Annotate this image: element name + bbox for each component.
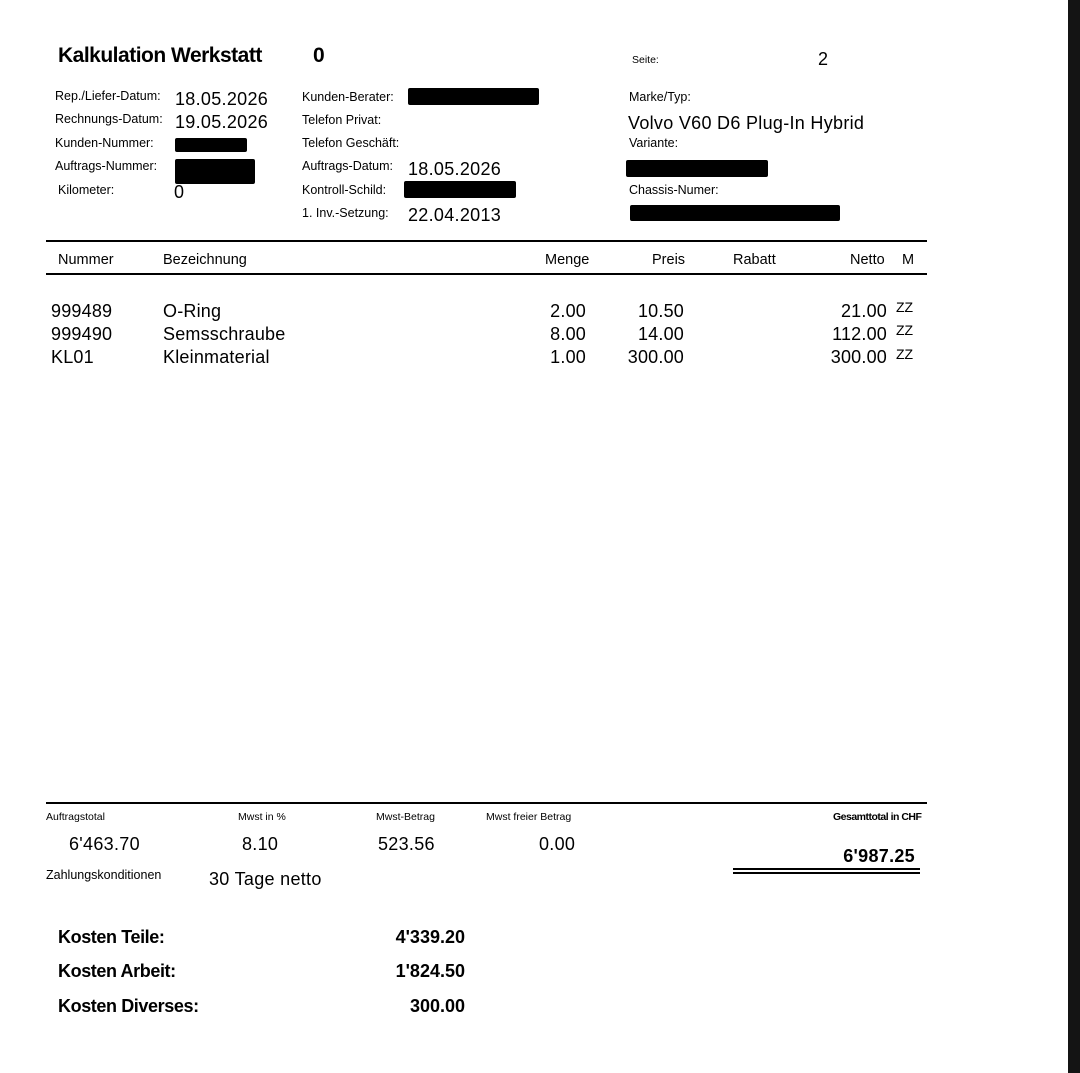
kosten-arbeit-label: Kosten Arbeit: [58, 961, 176, 981]
kosten-diverses-label: Kosten Diverses: [58, 996, 199, 1016]
redaction-auftrags-nummer [175, 159, 255, 184]
kosten-teile-value: 4'339.20 [395, 927, 465, 947]
kosten-teile-label: Kosten Teile: [58, 927, 165, 947]
kilometer-label: Kilometer: [58, 183, 115, 197]
rechnungs-datum-label: Rechnungs-Datum: [55, 112, 163, 126]
redaction-kunden-nummer [175, 138, 247, 152]
page-value: 2 [818, 49, 829, 69]
auftrags-datum-label: Auftrags-Datum: [302, 159, 394, 173]
marke-typ-label: Marke/Typ: [629, 90, 691, 104]
rep-liefer-datum-label: Rep./Liefer-Datum: [55, 89, 161, 103]
mwst-pct-label: Mwst in % [238, 811, 286, 823]
mwst-frei-value: 0.00 [539, 834, 576, 854]
cell-nummer: 999489 [51, 301, 113, 321]
auftrags-datum-value: 18.05.2026 [408, 159, 502, 179]
table-top-rule [46, 240, 927, 242]
redaction-variante [626, 160, 768, 177]
cell-bezeichnung: O-Ring [163, 301, 222, 321]
auftragstotal-value: 6'463.70 [69, 834, 140, 854]
chassis-label: Chassis-Numer: [629, 183, 719, 197]
page-label: Seite: [632, 54, 659, 66]
col-m: M [902, 252, 915, 268]
zahlungskonditionen-label: Zahlungskonditionen [46, 868, 162, 882]
mwst-frei-label: Mwst freier Betrag [486, 811, 572, 823]
document-number: 0 [313, 44, 325, 67]
gesamttotal-underline-2 [733, 872, 920, 874]
rep-liefer-datum-value: 18.05.2026 [175, 89, 269, 109]
zahlungskonditionen-value: 30 Tage netto [209, 869, 322, 889]
mwst-pct-value: 8.10 [242, 834, 279, 854]
kosten-arbeit-value: 1'824.50 [395, 961, 465, 981]
marke-typ-value: Volvo V60 D6 Plug-In Hybrid [628, 113, 865, 133]
variante-label: Variante: [629, 136, 679, 150]
col-nummer: Nummer [58, 252, 114, 268]
totals-top-rule [46, 802, 927, 804]
redaction-chassis [630, 205, 840, 221]
gesamttotal-value: 6'987.25 [843, 846, 915, 866]
document-title: Kalkulation Werkstatt [58, 44, 262, 67]
cell-netto: 21.00 [840, 301, 887, 321]
kunden-berater-label: Kunden-Berater: [302, 90, 394, 104]
cell-m: ZZ [896, 346, 914, 362]
mwst-betrag-value: 523.56 [378, 834, 435, 854]
gesamttotal-label: Gesamttotal in CHF [833, 811, 922, 823]
cell-nummer: 999490 [51, 324, 113, 344]
cell-menge: 8.00 [550, 324, 586, 344]
kilometer-value: 0 [174, 182, 185, 202]
cell-m: ZZ [896, 299, 914, 315]
inv-setzung-label: 1. Inv.-Setzung: [302, 206, 389, 220]
cell-nummer: KL01 [51, 347, 94, 367]
cell-menge: 2.00 [550, 301, 586, 321]
cell-bezeichnung: Semsschraube [163, 324, 286, 344]
kosten-diverses-value: 300.00 [409, 996, 465, 1016]
cell-netto: 300.00 [830, 347, 887, 367]
telefon-privat-label: Telefon Privat: [302, 113, 382, 127]
col-bezeichnung: Bezeichnung [163, 252, 247, 268]
kunden-nummer-label: Kunden-Nummer: [55, 136, 154, 150]
redaction-kunden-berater [408, 88, 539, 105]
col-netto: Netto [850, 252, 885, 268]
scrollbar[interactable] [1068, 0, 1080, 1073]
inv-setzung-value: 22.04.2013 [408, 205, 502, 225]
cell-m: ZZ [896, 322, 914, 338]
rechnungs-datum-value: 19.05.2026 [175, 112, 269, 132]
cell-bezeichnung: Kleinmaterial [163, 347, 270, 367]
cell-preis: 10.50 [637, 301, 684, 321]
redaction-kontroll-schild [404, 181, 516, 198]
telefon-geschaeft-label: Telefon Geschäft: [302, 136, 400, 150]
mwst-betrag-label: Mwst-Betrag [376, 811, 435, 823]
kontroll-schild-label: Kontroll-Schild: [302, 183, 387, 197]
auftragstotal-label: Auftragstotal [46, 811, 105, 823]
col-menge: Menge [545, 252, 590, 268]
cell-netto: 112.00 [832, 324, 887, 344]
cell-preis: 300.00 [627, 347, 684, 367]
cell-preis: 14.00 [637, 324, 684, 344]
gesamttotal-underline-1 [733, 868, 920, 870]
col-preis: Preis [652, 252, 686, 268]
col-rabatt: Rabatt [733, 252, 776, 268]
cell-menge: 1.00 [550, 347, 586, 367]
table-header-rule [46, 273, 927, 275]
auftrags-nummer-label: Auftrags-Nummer: [55, 159, 158, 173]
